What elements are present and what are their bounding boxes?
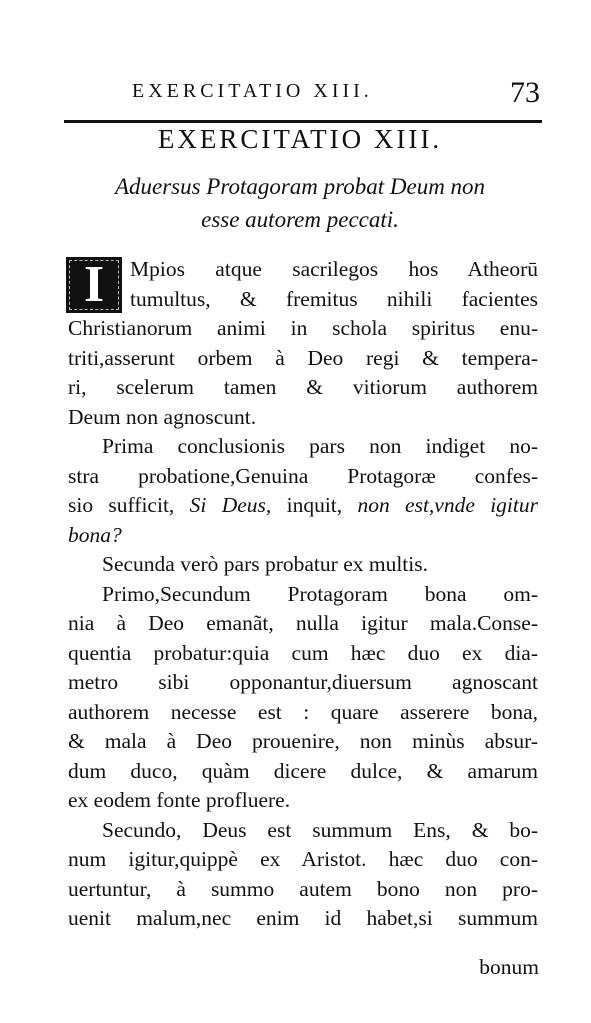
text-line: stra probatione,Genuina Protagoræ confes- [68,463,538,488]
running-head [108,78,548,108]
header-rule [64,120,542,123]
text-span: sio sufficit, [68,493,175,517]
text-line: Primo,Secundum Protagoram bona om- [102,581,538,606]
text-line: & mala à Deo prouenire, non minùs absur- [68,729,538,753]
paragraph-5 [68,816,538,934]
italic-quote: non est,vnde igitur [357,493,539,517]
drop-cap-initial [66,257,122,313]
text-line: uenit malum,nec enim id habet,si summum [68,906,538,930]
text-span: inquit, [286,493,343,517]
drop-cap-letter: I [83,256,105,313]
text-line: Secundo, Deus est summum Ens, & bo- [102,817,538,842]
page-number: 73 [510,76,540,109]
subtitle-line: esse autorem peccati. [201,207,399,232]
body-text [68,255,538,934]
text-line: Secunda verò pars probatur ex multis. [102,552,428,576]
paragraph-2 [68,432,538,550]
text-line: authorem necesse est : quare asserere bona, [68,699,538,724]
italic-quote: bona? [68,522,122,547]
text-line [68,491,538,521]
text-line: nia à Deo emanãt, nulla igitur mala.Conse- [68,611,538,635]
chapter-title: EXERCITATIO XIII. [157,124,443,154]
text-line: Christianorum animi in schola spiritus enu- [68,316,538,340]
text-line: uertuntur, à summo autem bono non pro- [68,876,538,901]
running-title: EXERCITATIO XIII. [132,80,373,102]
text-line: metro sibi opponantur,diuersum agnoscant [68,670,538,694]
text-line: tumultus, & fremitus nihili facientes [130,286,538,311]
paragraph-4 [68,580,538,816]
text-line: Deum non agnoscunt. [68,404,257,429]
text-line: quentia probatur:quia cum hæc duo ex dia- [68,640,538,665]
chapter-subtitle [60,170,540,236]
paragraph-3 [68,550,538,580]
catchword: bonum [479,955,539,979]
text-line: dum duco, quàm dicere dulce, & amarum [68,758,538,783]
text-line: ri, scelerum tamen & vitiorum authorem [68,375,538,399]
italic-quote: Si Deus, [189,493,272,517]
text-line: num igitur,quippè ex Aristot. hæc duo con- [68,847,538,871]
paragraph-1 [68,255,538,432]
text-line: triti,asserunt orbem à Deo regi & tempera- [68,345,538,370]
subtitle-line: Aduersus Protagoram probat Deum non [114,174,486,199]
text-line: Prima conclusionis pars non indiget no- [102,434,538,458]
text-line: Mpios atque sacrilegos hos Atheorū [130,257,538,281]
text-line: ex eodem fonte profluere. [68,788,291,812]
